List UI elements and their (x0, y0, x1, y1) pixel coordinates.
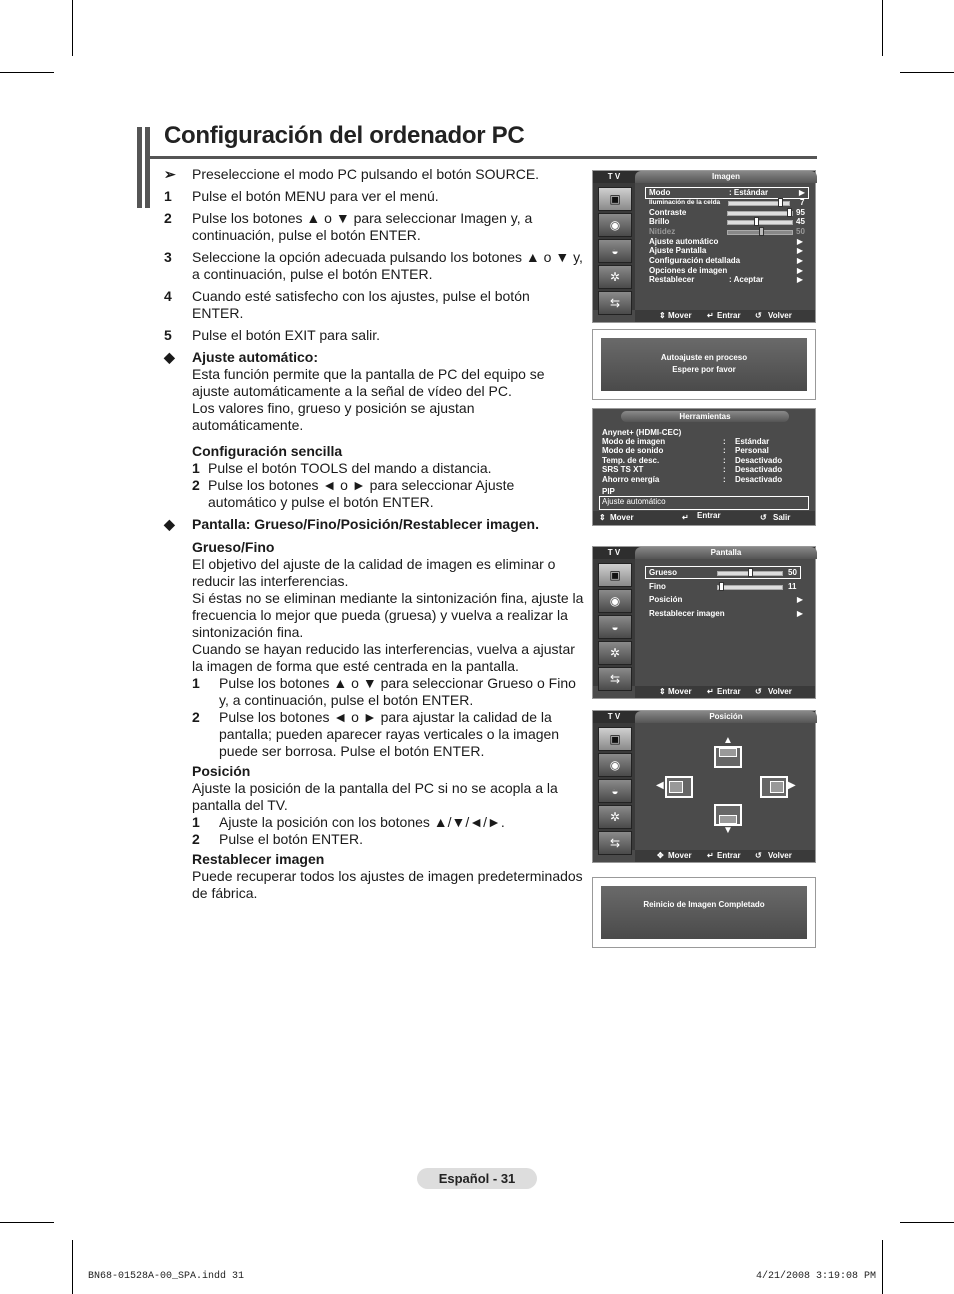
step-text: Pulse el botón ENTER. (219, 831, 363, 847)
enter-icon: ↵ (707, 311, 714, 320)
step-text: Pulse los botones ▲ o ▼ para seleccionar Imagen y, a continuación, pulse el botón ENTER. (192, 210, 533, 243)
arrow-right-icon: ▶ (796, 609, 803, 618)
channel-icon[interactable]: ◒ (598, 779, 632, 803)
nav-move: Mover (668, 311, 692, 320)
tv-label: T V (607, 548, 621, 557)
slider-bar[interactable] (717, 585, 783, 590)
paragraph: Los valores fino, grueso y posición se ajustan automáticamente. (192, 400, 475, 433)
menu-value: 50 (796, 227, 805, 236)
osd-imagen-menu (592, 170, 816, 323)
menu-item[interactable]: Opciones de imagen (649, 266, 728, 275)
step-number: 2 (192, 477, 200, 493)
step-text: Pulse el botón EXIT para salir. (192, 327, 381, 343)
menu-item[interactable]: SRS TS XT (602, 465, 644, 474)
paragraph: Esta función permite que la pantalla de PC del equipo se ajuste automáticamente a la señal de vídeo del PC. (192, 366, 545, 399)
title-rule (150, 156, 817, 159)
position-down-box (714, 804, 742, 826)
page-title: Configuración del ordenador PC (164, 122, 525, 149)
menu-tab-title: Herramientas (621, 411, 789, 422)
menu-item[interactable]: Modo de imagen (602, 437, 666, 446)
step-number: 2 (164, 210, 172, 226)
nav-back: Volver (768, 687, 792, 696)
subsection-heading: Posición (192, 763, 251, 779)
menu-item[interactable]: Posición (649, 595, 683, 604)
move-icon: ⇕ (659, 687, 666, 696)
message-box (601, 338, 807, 391)
menu-item[interactable]: Grueso (649, 568, 678, 577)
tv-label: T V (607, 712, 621, 721)
osd-nav-bar (635, 686, 815, 698)
page-number-badge: Español - 31 (417, 1168, 537, 1189)
nav-enter: Entrar (697, 511, 721, 520)
title-bar-decoration (137, 127, 142, 208)
intro-marker: ➢ (164, 166, 176, 182)
menu-item[interactable]: Temp. de desc. (602, 456, 660, 465)
menu-value: : Aceptar (729, 275, 764, 284)
paragraph: Puede recuperar todos los ajustes de imagen predeterminados de fábrica. (192, 868, 583, 901)
crop-mark (900, 1222, 954, 1223)
setup-icon[interactable]: ✲ (598, 265, 632, 289)
menu-tab-title: Imagen (635, 171, 817, 183)
menu-value: Personal (735, 446, 769, 455)
menu-item[interactable]: Iluminación de la celda (649, 199, 721, 206)
crop-mark (0, 72, 54, 73)
arrow-right-icon[interactable]: ▶ (788, 780, 796, 791)
menu-item[interactable]: Ajuste automático (602, 497, 666, 506)
menu-value: 11 (788, 582, 797, 591)
menu-value: 50 (788, 568, 797, 577)
step-text: Pulse el botón TOOLS del mando a distancia. (208, 460, 492, 476)
intro-text: Preseleccione el modo PC pulsando el botón SOURCE. (192, 166, 540, 182)
setup-icon[interactable]: ✲ (598, 805, 632, 829)
step-number: 1 (164, 188, 172, 204)
bullet-marker: ◆ (164, 349, 175, 365)
message-line: Reinicio de Imagen Completado (643, 900, 765, 909)
slug-file: BN68-01528A-00_SPA.indd 31 (88, 1271, 245, 1282)
arrow-right-icon: ▶ (796, 256, 803, 265)
menu-item-disabled: Nitidez (649, 227, 676, 236)
return-icon: ↺ (755, 311, 762, 320)
title-bar-decoration (145, 127, 150, 208)
slider-bar[interactable] (727, 211, 793, 216)
menu-tab-title: Pantalla (635, 547, 817, 559)
step-number: 1 (192, 460, 200, 476)
step-text: Seleccione la opción adecuada pulsando los botones ▲ o ▼ y, a continuación, pulse el botón ENTER. (192, 249, 583, 282)
return-icon: ↺ (755, 851, 762, 860)
step-text: Ajuste la posición con los botones ▲/▼/◄/►. (219, 814, 505, 830)
position-up-box (714, 746, 742, 768)
nav-enter: Entrar (717, 851, 741, 860)
sound-icon[interactable]: ◉ (598, 753, 632, 777)
arrow-right-icon: ▶ (796, 237, 803, 246)
slug-date: 4/21/2008 3:19:08 PM (756, 1271, 877, 1282)
setup-icon[interactable]: ✲ (598, 641, 632, 665)
menu-item[interactable]: Configuración detallada (649, 256, 741, 265)
osd-sidebar (593, 183, 635, 310)
menu-value: Desactivado (735, 465, 783, 474)
step-number: 2 (192, 709, 200, 725)
menu-value: 7 (800, 198, 805, 207)
nav-back: Volver (768, 851, 792, 860)
enter-icon: ↵ (707, 851, 714, 860)
enter-icon: ↵ (682, 513, 689, 522)
osd-sidebar (593, 723, 635, 850)
subsection-heading: Restablecer imagen (192, 851, 325, 867)
colon: : (723, 475, 726, 484)
step-text: Pulse los botones ◄ o ► para ajustar la calidad de la pantalla; pueden aparecer rayas verticales o la imagen puede ser borrosa. Pulse el botón ENTER. (219, 709, 560, 759)
nav-back: Volver (768, 311, 792, 320)
subsection-heading: Grueso/Fino (192, 539, 275, 555)
menu-value: : Estándar (729, 188, 769, 197)
menu-value: Desactivado (735, 475, 783, 484)
crop-mark (0, 1222, 54, 1223)
slider-knob[interactable] (748, 568, 753, 577)
arrow-right-icon: ▶ (796, 266, 803, 275)
arrow-left-icon[interactable]: ◀ (656, 780, 664, 791)
sound-icon[interactable]: ◉ (598, 213, 632, 237)
input-icon[interactable]: ⇆ (598, 667, 632, 691)
crop-mark (882, 1240, 883, 1294)
osd-nav-bar (635, 310, 815, 322)
nav-enter: Entrar (717, 687, 741, 696)
input-icon[interactable]: ⇆ (598, 291, 632, 315)
menu-item[interactable]: Restablecer imagen (649, 609, 725, 618)
menu-item[interactable]: Fino (649, 582, 666, 591)
section-heading: Ajuste automático: (192, 349, 319, 365)
menu-item[interactable]: Anynet+ (HDMI-CEC) (602, 428, 682, 437)
instructions (164, 166, 584, 902)
step-number: 1 (192, 814, 200, 830)
channel-icon[interactable]: ◒ (598, 615, 632, 639)
position-left-box (665, 776, 693, 798)
slider-knob[interactable] (719, 582, 724, 591)
slider-knob[interactable] (787, 208, 792, 217)
crop-mark (900, 72, 954, 73)
menu-item[interactable]: Ajuste Pantalla (649, 246, 707, 255)
step-text: Pulse el botón MENU para ver el menú. (192, 188, 439, 204)
slider-knob[interactable] (778, 198, 783, 207)
nav-move: Mover (668, 687, 692, 696)
step-number: 1 (192, 675, 200, 691)
picture-icon[interactable]: ▣ (598, 563, 632, 587)
message-line: Espere por favor (672, 365, 736, 374)
message-line: Autoajuste en proceso (660, 353, 748, 362)
menu-tab-title: Posición (635, 711, 817, 723)
crop-mark (72, 0, 73, 56)
picture-icon[interactable]: ▣ (598, 187, 632, 211)
return-icon: ↺ (755, 687, 762, 696)
nav-move: Mover (668, 851, 692, 860)
arrow-down-icon[interactable]: ▼ (723, 825, 733, 836)
menu-value: Estándar (735, 437, 770, 446)
menu-item[interactable]: Modo (649, 188, 671, 197)
menu-item[interactable]: Ahorro energía (602, 475, 660, 484)
bullet-marker: ◆ (164, 516, 175, 532)
osd-autoadjust-message (592, 329, 816, 400)
step-number: 2 (192, 831, 200, 847)
subsection-heading: Configuración sencilla (192, 443, 343, 459)
osd-reset-message (592, 877, 816, 948)
arrow-right-icon: ▶ (798, 188, 805, 197)
menu-value: Desactivado (735, 456, 783, 465)
arrow-up-icon[interactable]: ▲ (723, 735, 733, 746)
slider-knob (759, 227, 764, 236)
enter-icon: ↵ (707, 687, 714, 696)
tv-label: T V (607, 172, 621, 181)
menu-item[interactable]: Restablecer (649, 275, 695, 284)
sound-icon[interactable]: ◉ (598, 589, 632, 613)
colon: : (723, 437, 726, 446)
move-icon: ⇕ (599, 513, 606, 522)
picture-icon[interactable]: ▣ (598, 727, 632, 751)
step-number: 3 (164, 249, 172, 265)
message-box (601, 886, 807, 939)
paragraph: Ajuste la posición de la pantalla del PC si no se acopla a la pantalla del TV. (192, 780, 558, 813)
position-right-box (760, 776, 788, 798)
osd-posicion-screen (592, 710, 816, 863)
step-text: Cuando esté satisfecho con los ajustes, pulse el botón ENTER. (192, 288, 530, 321)
step-number: 4 (164, 288, 172, 304)
colon: : (723, 446, 726, 455)
menu-item[interactable]: Contraste (649, 208, 687, 217)
nav-enter: Entrar (717, 311, 741, 320)
arrow-right-icon: ▶ (796, 275, 803, 284)
move-all-icon: ✥ (657, 851, 664, 860)
menu-item[interactable]: Ajuste automático (649, 237, 719, 246)
step-text: Pulse los botones ◄ o ► para seleccionar Ajuste automático y pulse el botón ENTER. (208, 477, 515, 510)
nav-move: Mover (610, 513, 634, 522)
osd-tools-menu (592, 408, 816, 526)
menu-value: 95 (796, 208, 805, 217)
menu-item[interactable]: Brillo (649, 217, 670, 226)
osd-nav-bar (635, 850, 815, 862)
menu-item[interactable]: PIP (602, 487, 615, 496)
paragraph: Cuando se hayan reducido las interferencias, vuelva a ajustar la imagen de forma que esté centrada en la pantalla. (192, 641, 575, 674)
return-icon: ↺ (760, 513, 767, 522)
crop-mark (72, 1240, 73, 1294)
osd-nav-bar (593, 511, 815, 525)
step-text: Pulse los botones ▲ o ▼ para seleccionar Grueso o Fino y, a continuación, pulse el botón ENTER. (219, 675, 576, 708)
arrow-right-icon: ▶ (796, 246, 803, 255)
input-icon[interactable]: ⇆ (598, 831, 632, 855)
colon: : (723, 465, 726, 474)
paragraph: Si éstas no se eliminan mediante la sintonización fina, ajuste la frecuencia lo mejor que pueda (gruesa) y vuelva a realizar la sintonización fina. (192, 590, 584, 640)
menu-item[interactable]: Modo de sonido (602, 446, 664, 455)
move-icon: ⇕ (659, 311, 666, 320)
crop-mark (882, 0, 883, 56)
osd-sidebar (593, 559, 635, 686)
slider-bar[interactable] (727, 220, 793, 225)
slider-knob[interactable] (754, 217, 759, 226)
step-number: 5 (164, 327, 172, 343)
paragraph: El objetivo del ajuste de la calidad de imagen es eliminar o reducir las interferencias. (192, 556, 556, 589)
channel-icon[interactable]: ◒ (598, 239, 632, 263)
osd-pantalla-menu (592, 546, 816, 699)
nav-exit: Salir (773, 513, 791, 522)
section-heading: Pantalla: Grueso/Fino/Posición/Restablecer imagen. (192, 516, 539, 532)
menu-value: 45 (796, 217, 805, 226)
colon: : (723, 456, 726, 465)
arrow-right-icon: ▶ (796, 595, 803, 604)
